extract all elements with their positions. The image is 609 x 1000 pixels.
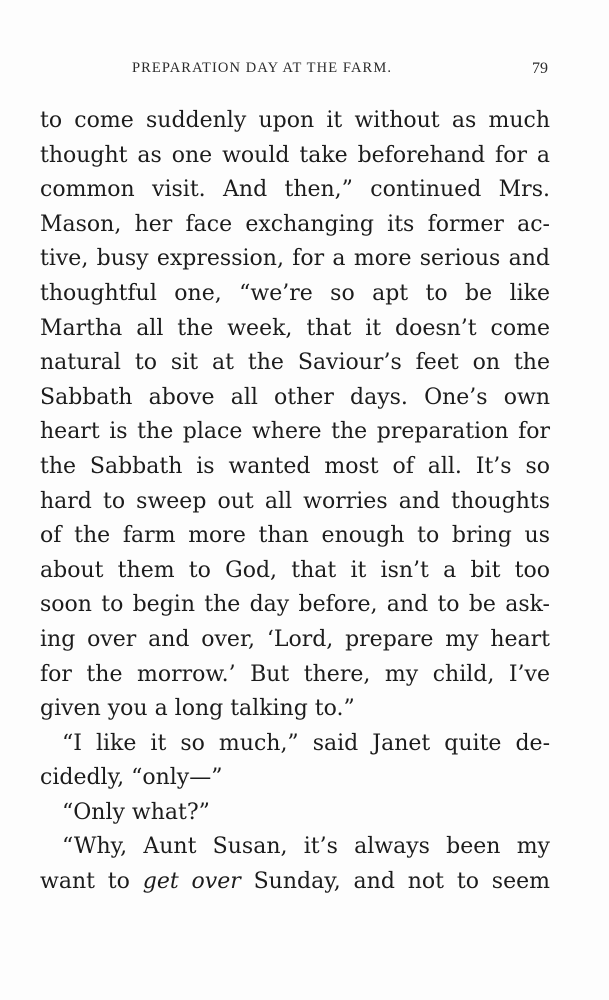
text-line: natural to sit at the Saviour’s feet on the <box>40 350 550 376</box>
text-line: Sabbath above all other days. One’s own <box>40 384 550 410</box>
text-line: thoughtful one, “we’re so apt to be like <box>40 280 550 306</box>
body-text <box>40 104 550 900</box>
running-head: PREPARATION DAY AT THE FARM. <box>132 60 393 76</box>
text-line: “Why, Aunt Susan, it’s always been my <box>62 834 550 860</box>
text-line: given you a long talking to.” <box>40 696 355 722</box>
page-header <box>40 60 548 86</box>
text-line: soon to begin the day before, and to be ask- <box>40 592 550 618</box>
italic-emphasis: get over <box>142 869 241 895</box>
text-line: the Sabbath is wanted most of all. It’s so <box>40 453 550 479</box>
text-line-final <box>40 865 550 900</box>
text-line: “I like it so much,” said Janet quite de- <box>62 730 550 756</box>
text-line: common visit. And then,” continued Mrs. <box>40 177 550 203</box>
text-line: thought as one would take beforehand for a <box>40 142 550 168</box>
text-segment: want to <box>40 869 143 895</box>
text-line: of the farm more than enough to bring us <box>40 523 550 549</box>
text-line: for the morrow.’ But there, my child, I’ve <box>40 661 550 687</box>
text-line: Martha all the week, that it doesn’t come <box>40 315 550 341</box>
text-line: “Only what?” <box>62 799 210 825</box>
text-line: hard to sweep out all worries and thoughts <box>40 488 550 514</box>
text-line: tive, busy expression, for a more serious and <box>40 246 550 272</box>
text-line: about them to God, that it isn’t a bit too <box>40 557 550 583</box>
text-line: to come suddenly upon it without as much <box>40 108 550 133</box>
text-line: Mason, her face exchanging its former ac- <box>40 211 550 237</box>
text-segment: Sunday, and not to seem <box>240 869 550 895</box>
text-line: cidedly, “only—” <box>40 765 223 791</box>
text-line: heart is the place where the preparation for <box>40 419 550 445</box>
page-number: 79 <box>532 60 548 77</box>
text-line: ing over and over, ‘Lord, prepare my heart <box>40 626 550 652</box>
